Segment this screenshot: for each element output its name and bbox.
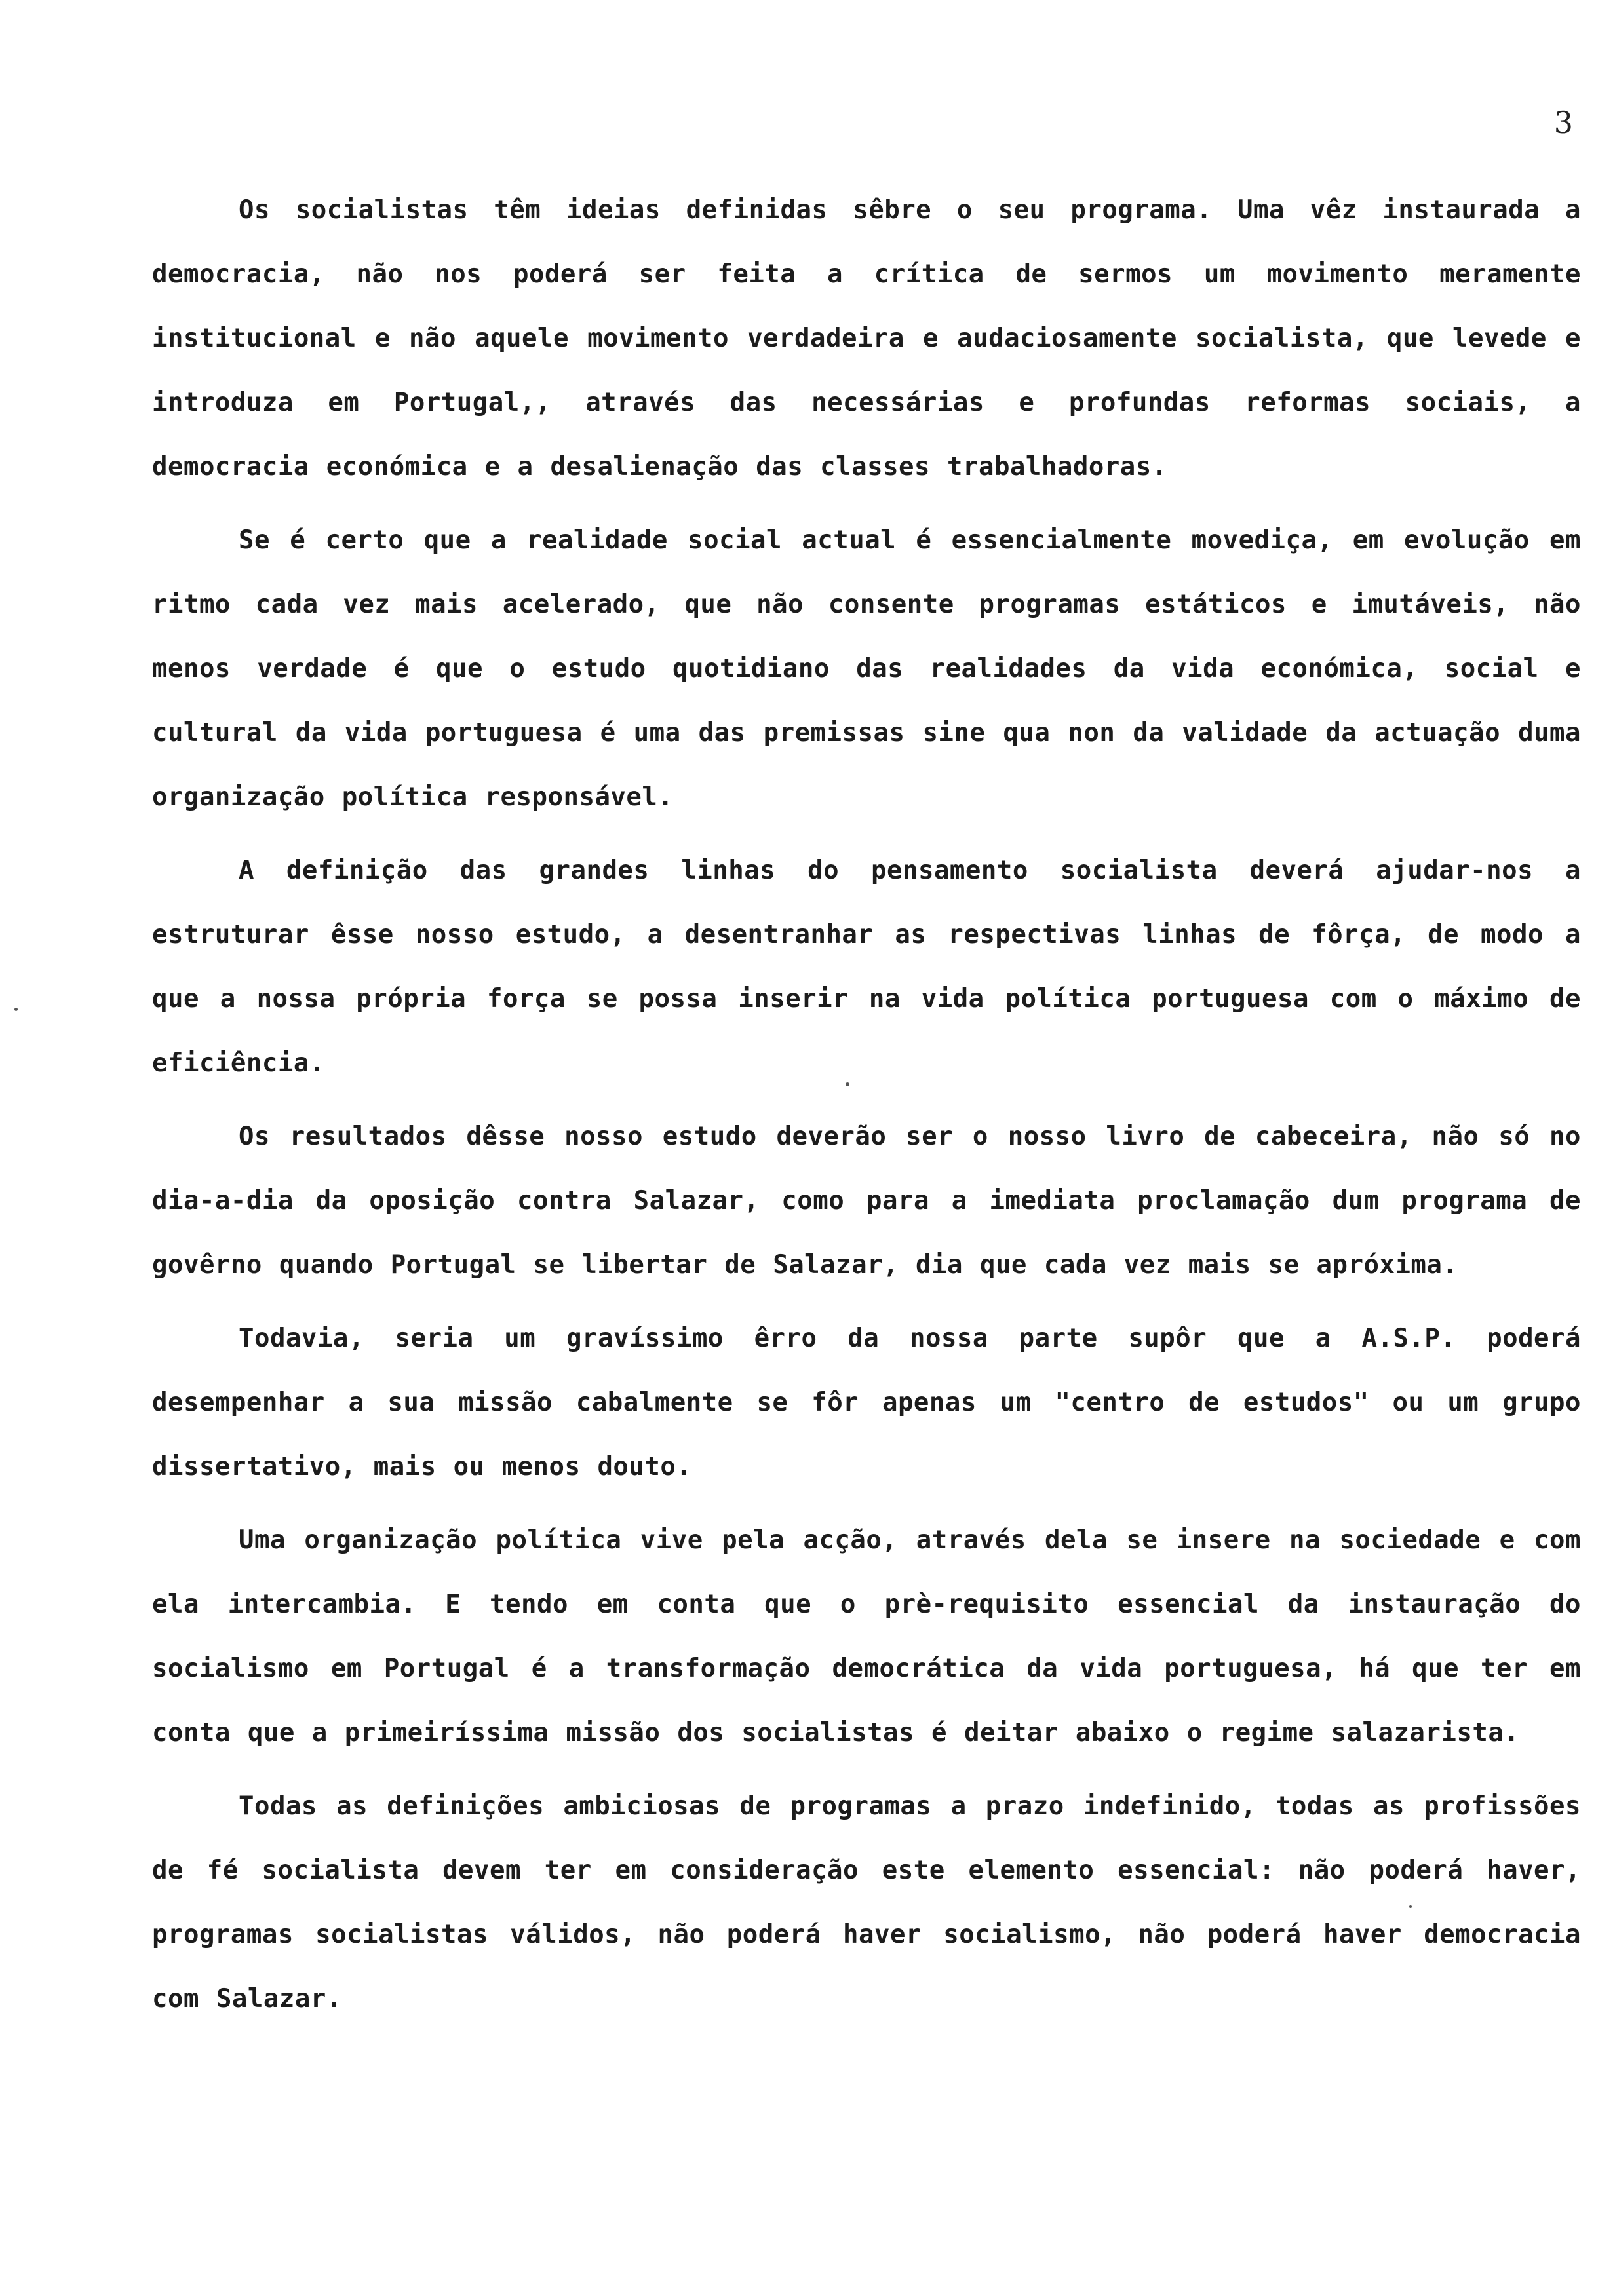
stray-ink-dot (1409, 1905, 1412, 1908)
paragraph-4: Os resultados dêsse nosso estudo deverão ser o nosso livro de cabeceira, não só no dia-a-dia da oposição contra Salazar, como para a imediata proclamação dum programa de govêrno quando Portugal se libertar de Salazar, dia que cada vez mais se apróxima. (152, 1122, 1581, 1280)
paragraph-6: Uma organização política vive pela acção, através dela se insere na sociedade e com ela intercambia. E tendo em conta que o prè-requisito essencial da instauração do socialismo em Portugal é a transformação democrática da vida portuguesa, há que ter em conta que a primeiríssima missão dos socialistas é deitar abaixo o regime salazarista. (152, 1525, 1581, 1748)
document-body (152, 178, 1581, 2040)
page-number: 3 (1553, 105, 1573, 140)
paragraph-7: Todas as definições ambiciosas de programas a prazo indefinido, todas as profissões de fé socialista devem ter em consideração este elemento essencial: não poderá haver, programas socialistas válidos, não poderá haver socialismo, não poderá haver democracia com Salazar. (152, 1791, 1581, 2014)
paragraph-1: Os socialistas têm ideias definidas sêbre o seu programa. Uma vêz instaurada a democracia, não nos poderá ser feita a crítica de sermos um movimento meramente institucional e não aquele movimento verdadeira e audaciosamente socialista, que levede e introduza em Portugal,, através das necessárias e profundas reformas sociais, a democracia económica e a desalienação das classes trabalhadoras. (152, 195, 1581, 482)
stray-ink-dot (14, 1008, 18, 1011)
paragraph-5: Todavia, seria um gravíssimo êrro da nossa parte supôr que a A.S.P. poderá desempenhar a sua missão cabalmente se fôr apenas um "centro de estudos" ou um grupo dissertativo, mais ou menos douto. (152, 1324, 1581, 1482)
paragraph-2: Se é certo que a realidade social actual é essencialmente movediça, em evolução em ritmo cada vez mais acelerado, que não consente programas estáticos e imutáveis, não menos verdade é que o estudo quotidiano das realidades da vida económica, social e cultural da vida portuguesa é uma das premissas sine qua non da validade da actuação duma organização política responsável. (152, 526, 1581, 812)
paragraph-3: A definição das grandes linhas do pensamento socialista deverá ajudar-nos a estruturar êsse nosso estudo, a desentranhar as respectivas linhas de fôrça, de modo a que a nossa própria força se possa inserir na vida política portuguesa com o máximo de eficiência. (152, 856, 1581, 1078)
stray-ink-dot (846, 1082, 849, 1086)
